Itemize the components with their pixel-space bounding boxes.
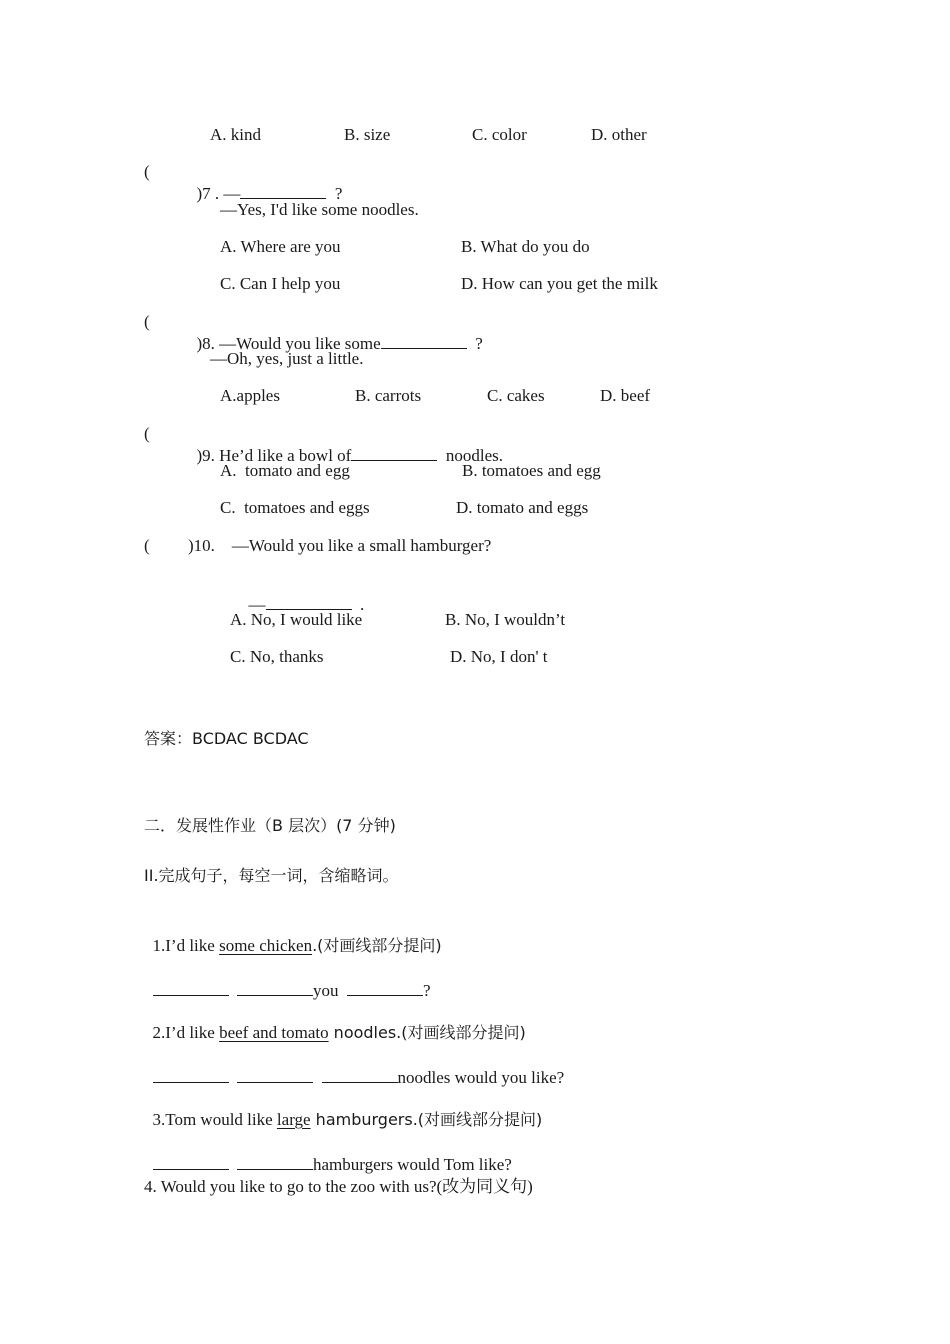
item3-prefix: 3.Tom would like [152,1110,277,1129]
q6-option-d: D. other [591,125,647,144]
q6-option-a: A. kind [210,125,261,144]
item2-answer-tail: noodles would you like? [397,1068,565,1087]
item3-blank-2[interactable] [237,1153,313,1170]
q7-option-d: D. How can you get the milk [461,274,658,293]
item1-blank-3[interactable] [347,979,423,996]
q8-option-b: B. carrots [355,386,422,405]
item3-suffix: hamburgers.(对画线部分提问) [310,1110,543,1129]
q10-option-d: D. No, I don' t [450,647,548,666]
q10-paren-open: ( [144,536,150,555]
item2-answer-line [144,1046,564,1088]
item3-sentence [144,1090,542,1130]
q8-stem [188,312,483,354]
q9-end: noodles. [445,446,503,465]
item2-blank-1[interactable] [153,1066,229,1083]
q8-paren-open: ( [144,312,150,331]
item3-blank-1[interactable] [153,1153,229,1170]
item1-blank-2[interactable] [237,979,313,996]
q9-paren-open: ( [144,424,150,443]
q10-dash: — [248,595,266,614]
item2-prefix: 2.I’d like [152,1023,220,1042]
item2-suffix: noodles.(对画线部分提问) [328,1023,526,1042]
q10-answer-blank[interactable] [266,593,352,610]
item1-sentence [144,916,442,956]
item3-answer-tail: hamburgers would Tom like? [313,1155,512,1174]
q9-stem [188,424,503,466]
item3-answer-line [144,1133,512,1175]
q6-option-c: C. color [472,125,527,144]
item3-underlined: large [276,1110,311,1129]
q10-response [240,573,364,615]
item2-blank-3[interactable] [322,1066,398,1083]
q9-option-d: D. tomato and eggs [456,498,589,517]
q10-stem: )10. —Would you like a small hamburger? [188,536,492,555]
item2-underlined: beef and tomato [219,1023,329,1042]
answer-key: 答案：BCDAC BCDAC [144,729,309,748]
q10-option-c: C. No, thanks [230,647,324,666]
q7-response: —Yes, I'd like some noodles. [220,200,419,219]
item1-answer-tail-1: you [313,981,339,1000]
q8-option-a: A.apples [220,386,280,405]
q9-option-a: A. tomato and egg [220,461,350,480]
item1-prefix: 1.I’d like [152,936,220,955]
item2-sentence [144,1003,526,1043]
q8-response: —Oh, yes, just a little. [210,349,364,368]
item4-sentence: 4. Would you like to go to the zoo with us?(改为同义句) [144,1177,533,1196]
q7-number: )7 . — [196,184,241,203]
q9-stem-text: )9. He’d like a bowl of [196,446,352,465]
q8-stem-text: )8. —Would you like some [196,334,381,353]
item1-suffix: .(对画线部分提问) [312,936,442,955]
item1-blank-1[interactable] [153,979,229,996]
item1-answer-line [144,959,431,1001]
q7-option-b: B. What do you do [461,237,590,256]
q7-answer-blank[interactable] [240,182,326,199]
q10-option-a: A. No, I would like [230,610,363,629]
item2-blank-2[interactable] [237,1066,313,1083]
q9-option-b: B. tomatoes and egg [462,461,601,480]
q7-paren-open: ( [144,162,150,181]
section2-instruction: II.完成句子，每空一词，含缩略词。 [144,866,399,885]
item1-underlined: some chicken [219,936,313,955]
q7-option-a: A. Where are you [220,237,341,256]
q8-end: ? [475,334,483,353]
q10-option-b: B. No, I wouldn’t [445,610,566,629]
q9-option-c: C. tomatoes and eggs [220,498,370,517]
q8-option-d: D. beef [600,386,651,405]
q7-option-c: C. Can I help you [220,274,341,293]
q10-end: . [360,595,365,614]
q8-answer-blank[interactable] [381,332,467,349]
item1-answer-tail-2: ? [423,981,431,1000]
section2-heading: 二．发展性作业（B 层次）(7 分钟) [144,816,396,835]
q8-option-c: C. cakes [487,386,545,405]
q7-end: ? [334,184,343,203]
q6-option-b: B. size [344,125,391,144]
q7-stem [188,162,342,204]
q9-answer-blank[interactable] [351,444,437,461]
